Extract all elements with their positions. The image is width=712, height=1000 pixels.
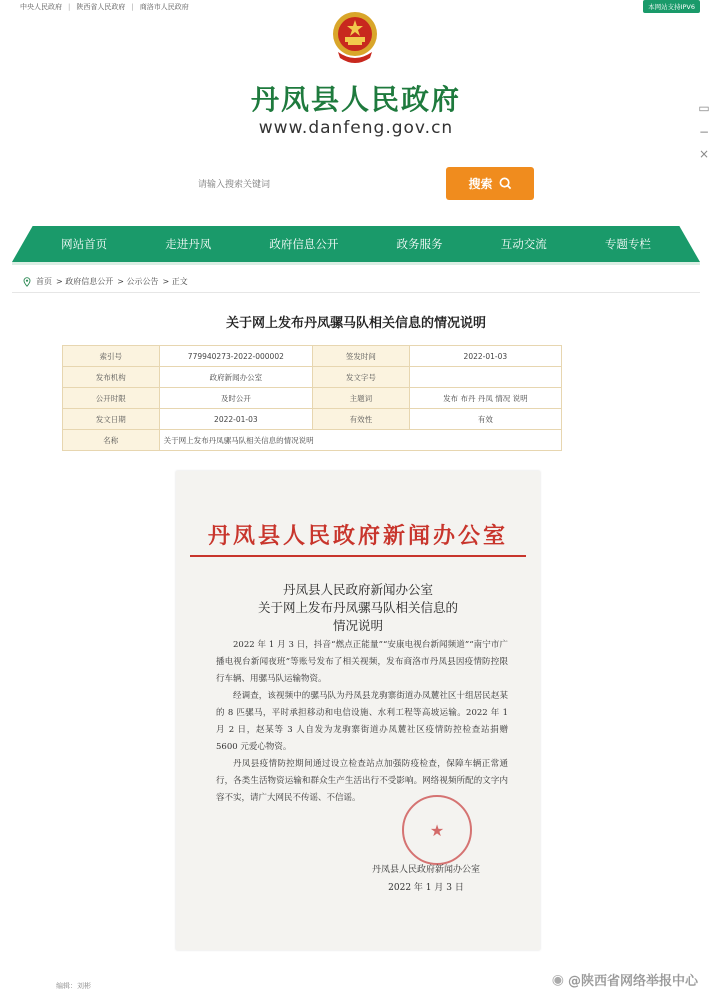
meta-key: 发文日期 [63, 409, 160, 430]
editor-credit: 编辑：刘彬 [56, 982, 91, 990]
divider [190, 555, 526, 557]
document-title-line: 关于网上发布丹凤骡马队相关信息的 [257, 600, 458, 615]
ipv6-badge: 本网站支持IPV6 [643, 0, 700, 13]
meta-value: 779940273-2022-000002 [159, 346, 313, 367]
table-row [63, 346, 562, 367]
article-meta-table [62, 345, 562, 451]
nav-item-topics[interactable]: 专题专栏 [604, 237, 651, 251]
document-title [176, 581, 540, 635]
document-paragraph: 丹凤县疫情防控期间通过设立检查站点加强防疫检查，保障车辆正常通行，各类生活物资运输和群众生产生活出行不受影响。网络视频所配的文字内容不实，请广大网民不传谣、不信谣。 [216, 759, 508, 803]
meta-key: 发布机构 [63, 367, 160, 388]
meta-value: 政府新闻办公室 [159, 367, 313, 388]
national-emblem-icon [330, 8, 380, 68]
document-letterhead: 丹凤县人民政府新闻办公室 [207, 523, 508, 549]
watermark-text: @陕西省网络举报中心 [567, 974, 698, 989]
top-links [20, 2, 189, 12]
breadcrumb [22, 276, 188, 287]
nav-item-about[interactable]: 走进丹凤 [165, 237, 212, 251]
meta-key: 公开时限 [63, 388, 160, 409]
meta-value [409, 367, 561, 388]
document-date: 2022 年 1 月 3 日 [388, 883, 464, 893]
divider: | [68, 3, 71, 11]
site-url: www.danfeng.gov.cn [258, 118, 454, 138]
meta-value: 2022-01-03 [409, 346, 561, 367]
breadcrumb-gov-info[interactable]: > 政府信息公开 [56, 277, 114, 286]
top-link-central-gov[interactable]: 中央人民政府 [20, 3, 62, 11]
minimize-icon[interactable]: − [698, 125, 710, 139]
meta-key: 发文字号 [313, 367, 410, 388]
search-button[interactable] [446, 167, 534, 200]
location-pin-icon [22, 277, 32, 287]
meta-key: 主题词 [313, 388, 410, 409]
divider [12, 292, 700, 293]
accessibility-icon[interactable]: ▭ [698, 101, 710, 115]
main-nav [12, 226, 700, 264]
nav-item-services[interactable]: 政务服务 [396, 237, 443, 251]
document-body [216, 637, 508, 807]
nav-items [12, 226, 700, 262]
nav-item-home[interactable]: 网站首页 [61, 237, 108, 251]
meta-value: 及时公开 [159, 388, 313, 409]
document-title-line: 情况说明 [332, 618, 383, 633]
document-image [176, 471, 540, 950]
breadcrumb-notices[interactable]: > 公示公告 [117, 277, 159, 286]
meta-key: 有效性 [313, 409, 410, 430]
watermark [552, 970, 698, 989]
table-row [63, 430, 562, 451]
article-title: 关于网上发布丹凤骡马队相关信息的情况说明 [225, 316, 486, 331]
top-link-shaanxi-gov[interactable]: 陕西省人民政府 [76, 3, 126, 11]
meta-key: 索引号 [63, 346, 160, 367]
table-row [63, 409, 562, 430]
table-row [63, 388, 562, 409]
document-paragraph: 2022 年 1 月 3 日，抖音“燃点正能量”“安康电视台新闻频道”“南宁市广播电视台新闻夜班”等账号发布了相关视频，发布商洛市丹凤县因疫情防控限行车辆、用骡马队运输物资。 [216, 640, 508, 684]
nav-underline [12, 262, 700, 265]
site-title: 丹凤县人民政府 [250, 83, 461, 116]
breadcrumb-current: > 正文 [162, 277, 188, 286]
document-paragraph: 经调查，该视频中的骡马队为丹凤县龙驹寨街道办凤麓社区十组居民赵某的 8 匹骡马，平时承担移动和电信设施、水利工程等高坡运输。2022 年 1 月 2 日，赵某等 3 人自发为龙驹寨街道办凤麓社区疫情防控检查站捐赠 5600 元爱心物资。 [216, 691, 508, 752]
meta-value: 关于网上发布丹凤骡马队相关信息的情况说明 [159, 430, 561, 451]
breadcrumb-home[interactable]: 首页 [36, 277, 52, 286]
meta-key: 签发时间 [313, 346, 410, 367]
meta-key: 名称 [63, 430, 160, 451]
divider: | [131, 3, 134, 11]
top-link-shangluo-gov[interactable]: 商洛市人民政府 [139, 3, 189, 11]
close-icon[interactable]: × [698, 147, 710, 161]
search-input[interactable] [196, 174, 440, 196]
weibo-icon: ◉ [551, 971, 564, 988]
document-signer: 丹凤县人民政府新闻办公室 [371, 865, 480, 875]
meta-value: 有效 [409, 409, 561, 430]
nav-item-interaction[interactable]: 互动交流 [500, 237, 547, 251]
nav-item-gov-info[interactable]: 政府信息公开 [269, 237, 339, 251]
search-button-label: 搜索 [468, 177, 493, 191]
document-title-line: 丹凤县人民政府新闻办公室 [282, 582, 433, 597]
search-icon [499, 177, 512, 190]
document-signature [356, 861, 496, 897]
official-seal-icon: ★ [402, 795, 472, 865]
meta-value: 发布 布丹 丹凤 情况 说明 [409, 388, 561, 409]
table-row [63, 367, 562, 388]
meta-value: 2022-01-03 [159, 409, 313, 430]
